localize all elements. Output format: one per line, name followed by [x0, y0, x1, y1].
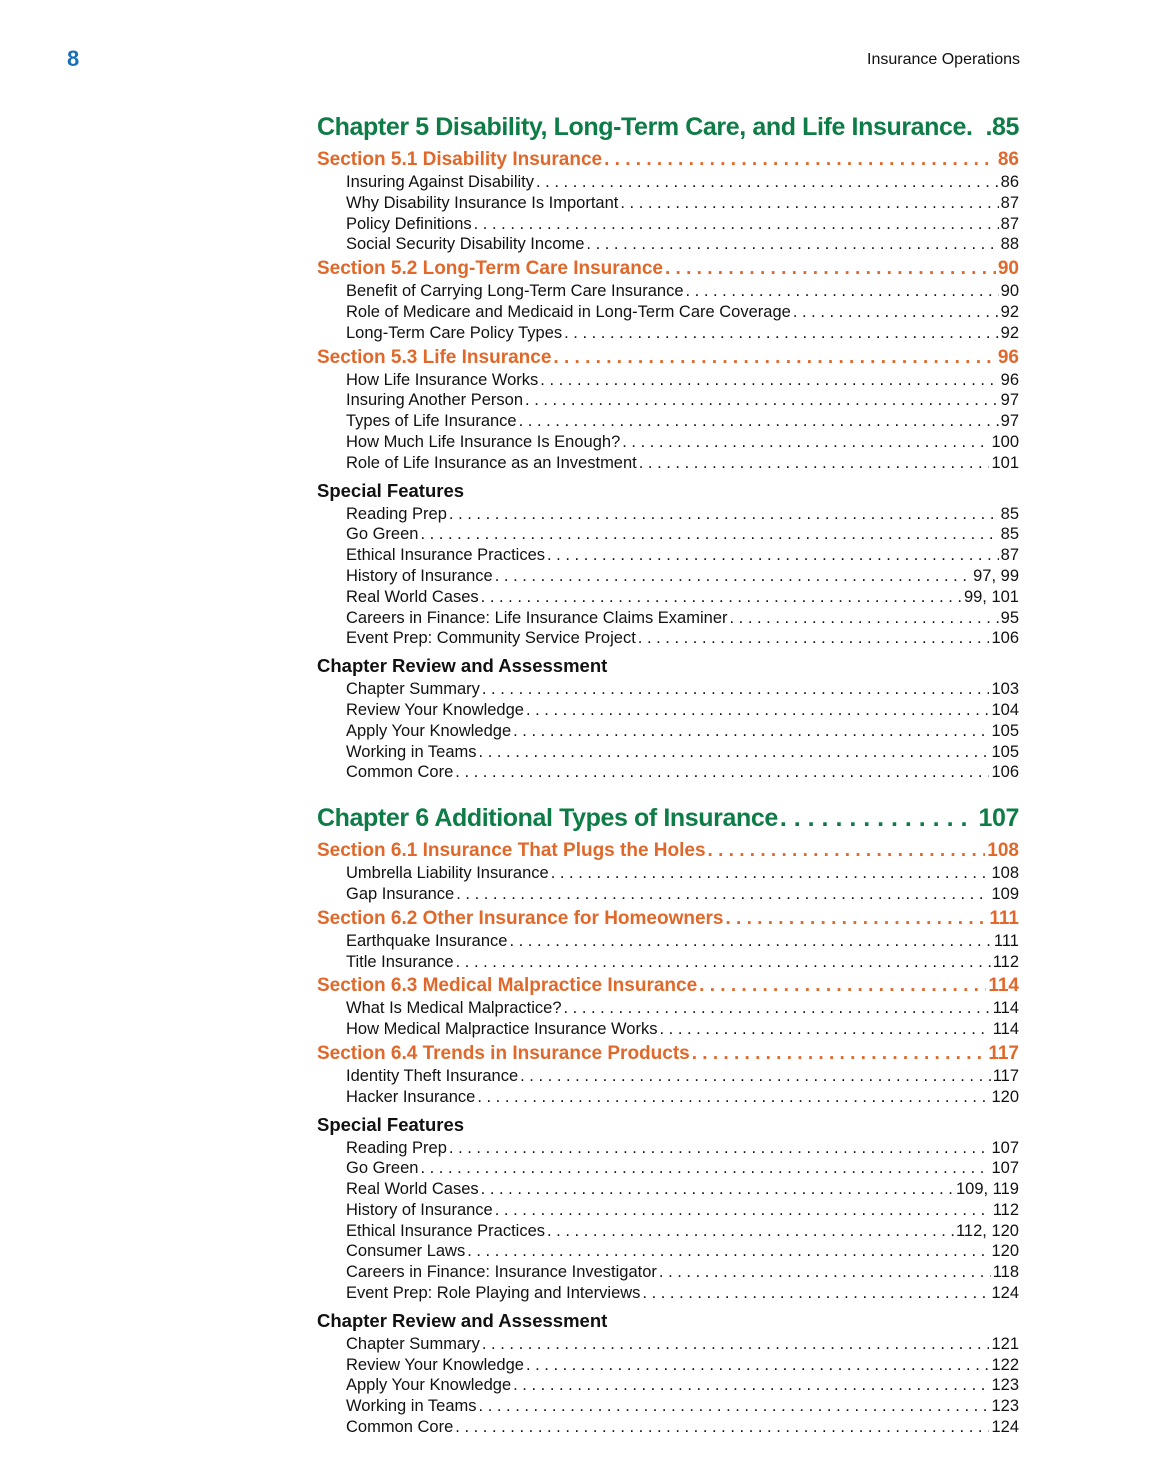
toc-item[interactable]: [317, 863, 1019, 884]
dot-leader: [547, 1221, 954, 1242]
item-page: 123: [991, 1397, 1019, 1416]
item-page: 120: [991, 1242, 1019, 1261]
item-label: Ethical Insurance Practices: [346, 1221, 546, 1240]
item-label: Event Prep: Community Service Project: [346, 629, 636, 648]
toc-item[interactable]: [317, 432, 1019, 453]
item-page: 87: [1000, 214, 1019, 233]
dot-leader: [467, 1241, 989, 1262]
table-of-contents: [317, 108, 1019, 1438]
toc-item[interactable]: [317, 700, 1019, 721]
item-page: 105: [991, 742, 1019, 761]
toc-item[interactable]: [317, 1221, 1019, 1242]
toc-item[interactable]: [317, 952, 1019, 973]
dot-leader: [449, 504, 999, 525]
dot-leader: [536, 172, 999, 193]
dot-leader: [526, 700, 990, 721]
toc-item[interactable]: [317, 721, 1019, 742]
item-page: 105: [991, 721, 1019, 740]
item-label: Why Disability Insurance Is Important: [346, 193, 619, 212]
item-label: Careers in Finance: Life Insurance Claims Examiner: [346, 608, 728, 627]
toc-item[interactable]: [317, 1283, 1019, 1304]
item-label: Go Green: [346, 525, 419, 544]
item-page: 121: [991, 1334, 1019, 1353]
dot-leader: [780, 799, 977, 837]
item-page: 112: [992, 952, 1019, 971]
item-page: 122: [991, 1355, 1019, 1374]
item-label: How Much Life Insurance Is Enough?: [346, 432, 621, 451]
dot-leader: [455, 1417, 989, 1438]
item-label: Working in Teams: [346, 1397, 477, 1416]
dot-leader: [708, 839, 986, 863]
item-page: 101: [991, 453, 1019, 472]
dot-leader: [659, 1019, 990, 1040]
toc-item[interactable]: [317, 762, 1019, 783]
item-label: Common Core: [346, 1418, 454, 1437]
dot-leader: [481, 587, 962, 608]
toc-item[interactable]: [317, 1241, 1019, 1262]
item-label: Real World Cases: [346, 587, 479, 606]
dot-leader: [699, 974, 986, 998]
toc-item[interactable]: [317, 587, 1019, 608]
section-page: 114: [988, 975, 1019, 997]
item-page: 118: [992, 1263, 1019, 1282]
toc-item[interactable]: [317, 1019, 1019, 1040]
toc-item[interactable]: [317, 323, 1019, 344]
dot-leader: [692, 1042, 987, 1066]
chapter-title: Chapter 6 Additional Types of Insurance: [317, 804, 778, 833]
section-title: Section 6.3 Medical Malpractice Insurance: [317, 975, 698, 997]
item-label: Careers in Finance: Insurance Investigator: [346, 1263, 657, 1282]
toc-item[interactable]: [317, 504, 1019, 525]
item-page: 87: [1000, 546, 1019, 565]
dot-leader: [547, 545, 999, 566]
toc-item[interactable]: [317, 1262, 1019, 1283]
dot-leader: [526, 1355, 990, 1376]
item-label: Gap Insurance: [346, 884, 455, 903]
section-5-2-entry[interactable]: [317, 257, 1019, 281]
section-5-3-entry[interactable]: [317, 346, 1019, 370]
item-page: 112, 120: [955, 1221, 1019, 1240]
item-label: Real World Cases: [346, 1180, 479, 1199]
toc-item[interactable]: [317, 1200, 1019, 1221]
toc-item[interactable]: [317, 1375, 1019, 1396]
item-page: 124: [991, 1418, 1019, 1437]
item-label: Insuring Against Disability: [346, 173, 535, 191]
toc-item[interactable]: [317, 545, 1019, 566]
toc-item[interactable]: [317, 1179, 1019, 1200]
item-page: 103: [991, 680, 1019, 699]
item-label: Umbrella Liability Insurance: [346, 864, 549, 883]
section-page: 86: [997, 149, 1019, 170]
dot-leader: [513, 721, 989, 742]
chapter-review-heading: Chapter Review and Assessment: [317, 655, 608, 677]
item-page: 109, 119: [955, 1180, 1019, 1199]
toc-item[interactable]: [317, 370, 1019, 391]
item-page: 96: [1000, 370, 1019, 389]
dot-leader: [586, 234, 998, 255]
toc-item[interactable]: [317, 1066, 1019, 1087]
dot-leader: [793, 302, 999, 323]
item-label: Reading Prep: [346, 1138, 447, 1157]
special-features-heading: Special Features: [317, 479, 465, 501]
chapter-review-heading: Chapter Review and Assessment: [317, 1309, 608, 1331]
section-title: Section 5.1 Disability Insurance: [317, 149, 603, 170]
dot-leader: [604, 148, 996, 172]
item-page: 106: [991, 763, 1019, 782]
dot-leader: [564, 323, 999, 344]
item-label: Social Security Disability Income: [346, 235, 585, 254]
chapter-6-entry[interactable]: [317, 799, 1019, 837]
toc-item[interactable]: [317, 884, 1019, 905]
item-label: Chapter Summary: [346, 680, 480, 699]
item-label: Long-Term Care Policy Types: [346, 323, 563, 342]
item-label: Working in Teams: [346, 742, 477, 761]
toc-item[interactable]: [317, 608, 1019, 629]
toc-item[interactable]: [317, 172, 1019, 193]
toc-item[interactable]: [317, 998, 1019, 1019]
item-label: Hacker Insurance: [346, 1087, 476, 1106]
item-page: 124: [991, 1284, 1019, 1303]
toc-item[interactable]: [317, 1396, 1019, 1417]
dot-leader: [479, 742, 990, 763]
dot-leader: [495, 1200, 991, 1221]
item-page: 106: [991, 629, 1019, 648]
section-5-1-entry[interactable]: [317, 148, 1019, 172]
dot-leader: [620, 193, 998, 214]
dot-leader: [456, 952, 991, 973]
page-number: 8: [67, 46, 80, 71]
item-page: 88: [1000, 235, 1019, 254]
dot-leader: [659, 1262, 991, 1283]
item-page: 92: [1000, 302, 1019, 321]
item-label: Go Green: [346, 1159, 419, 1178]
item-page: 104: [991, 700, 1019, 719]
item-label: Event Prep: Role Playing and Interviews: [346, 1284, 641, 1303]
toc-item[interactable]: [317, 566, 1019, 587]
dot-leader: [449, 1138, 990, 1159]
chapter-page: .85: [985, 113, 1019, 141]
section-page: 108: [987, 840, 1019, 862]
item-label: Role of Medicare and Medicaid in Long-Term Care Coverage: [346, 302, 791, 321]
toc-item[interactable]: [317, 1334, 1019, 1355]
toc-item[interactable]: [317, 1417, 1019, 1438]
section-6-1-entry[interactable]: [317, 839, 1019, 863]
section-6-4-entry[interactable]: [317, 1042, 1019, 1066]
section-title: Section 5.3 Life Insurance: [317, 346, 552, 368]
item-label: Earthquake Insurance: [346, 931, 508, 950]
item-page: 100: [991, 432, 1019, 451]
item-page: 123: [991, 1376, 1019, 1395]
item-label: How Medical Malpractice Insurance Works: [346, 1020, 658, 1039]
dot-leader: [479, 1396, 990, 1417]
toc-item[interactable]: [317, 742, 1019, 763]
item-label: History of Insurance: [346, 1200, 493, 1219]
section-title: Section 6.2 Other Insurance for Homeowners: [317, 907, 724, 929]
toc-item[interactable]: [317, 302, 1019, 323]
toc-item[interactable]: [317, 390, 1019, 411]
item-label: Review Your Knowledge: [346, 700, 524, 719]
item-page: 107: [991, 1138, 1019, 1157]
item-label: History of Insurance: [346, 566, 493, 585]
section-page: 96: [997, 346, 1019, 368]
item-page: 108: [991, 864, 1019, 883]
section-page: 117: [988, 1042, 1019, 1064]
section-6-2-entry[interactable]: [317, 907, 1019, 931]
toc-item[interactable]: [317, 524, 1019, 545]
item-label: Policy Definitions: [346, 214, 472, 233]
dot-leader: [477, 1087, 989, 1108]
toc-item[interactable]: [317, 453, 1019, 474]
item-page: 107: [991, 1159, 1019, 1178]
item-page: 92: [1000, 323, 1019, 342]
item-page: 114: [992, 999, 1019, 1018]
dot-leader: [564, 998, 991, 1019]
dot-leader: [482, 1334, 990, 1355]
dot-leader: [420, 1158, 989, 1179]
section-title: Section 6.4 Trends in Insurance Products: [317, 1042, 690, 1064]
dot-leader: [520, 1066, 991, 1087]
chapter-5-entry[interactable]: [317, 108, 1019, 146]
toc-item[interactable]: [317, 931, 1019, 952]
dot-leader: [509, 931, 991, 952]
toc-item[interactable]: [317, 234, 1019, 255]
section-title: Section 6.1 Insurance That Plugs the Holes: [317, 840, 706, 862]
dot-leader: [551, 863, 990, 884]
item-page: 117: [992, 1066, 1019, 1085]
dot-leader: [665, 257, 996, 281]
item-label: Ethical Insurance Practices: [346, 546, 546, 565]
dot-leader: [638, 628, 990, 649]
dot-leader: [495, 566, 971, 587]
dot-leader: [420, 524, 998, 545]
dot-leader: [482, 679, 990, 700]
special-features-heading: Special Features: [317, 1113, 465, 1135]
item-page: 97, 99: [973, 566, 1019, 585]
dot-leader: [622, 432, 989, 453]
item-label: Benefit of Carrying Long-Term Care Insurance: [346, 282, 684, 301]
dot-leader: [519, 411, 999, 432]
item-label: Apply Your Knowledge: [346, 721, 512, 740]
section-6-3-entry[interactable]: [317, 974, 1019, 998]
item-label: Types of Life Insurance: [346, 412, 517, 431]
toc-item[interactable]: [317, 411, 1019, 432]
toc-item[interactable]: [317, 281, 1019, 302]
section-page: 90: [997, 258, 1019, 280]
item-page: 86: [1000, 173, 1019, 191]
item-page: 99, 101: [963, 587, 1019, 606]
item-page: 87: [1000, 193, 1019, 212]
item-label: Apply Your Knowledge: [346, 1376, 512, 1395]
dot-leader: [540, 370, 998, 391]
item-label: Consumer Laws: [346, 1242, 466, 1261]
toc-item[interactable]: [317, 193, 1019, 214]
item-label: Reading Prep: [346, 504, 447, 523]
dot-leader: [513, 1375, 989, 1396]
item-page: 111: [993, 931, 1019, 950]
chapter-page: 107: [978, 804, 1019, 833]
item-page: 112: [992, 1200, 1019, 1219]
item-label: Identity Theft Insurance: [346, 1066, 519, 1085]
chapter-title: Chapter 5 Disability, Long-Term Care, and Life Insurance.: [317, 113, 973, 141]
dot-leader: [726, 907, 988, 931]
dot-leader: [642, 1283, 989, 1304]
toc-item[interactable]: [317, 1355, 1019, 1376]
dot-leader: [474, 214, 999, 235]
item-label: Insuring Another Person: [346, 391, 524, 410]
dot-leader: [455, 762, 989, 783]
dot-leader: [456, 884, 989, 905]
item-label: What Is Medical Malpractice?: [346, 999, 562, 1018]
toc-item[interactable]: [317, 1158, 1019, 1179]
item-page: 97: [1000, 412, 1019, 431]
section-title: Section 5.2 Long-Term Care Insurance: [317, 258, 663, 280]
running-head: Insurance Operations: [867, 51, 1020, 68]
item-page: 97: [1000, 391, 1019, 410]
item-label: Chapter Summary: [346, 1334, 480, 1353]
item-page: 95: [1000, 608, 1019, 627]
dot-leader: [525, 390, 999, 411]
dot-leader: [553, 346, 995, 370]
dot-leader: [730, 608, 999, 629]
dot-leader: [686, 281, 999, 302]
item-page: 85: [1000, 525, 1019, 544]
item-page: 90: [1000, 282, 1019, 301]
item-label: Title Insurance: [346, 952, 454, 971]
item-page: 120: [991, 1087, 1019, 1106]
dot-leader: [481, 1179, 954, 1200]
toc-item[interactable]: [317, 628, 1019, 649]
toc-item[interactable]: [317, 1138, 1019, 1159]
item-label: Common Core: [346, 763, 454, 782]
item-page: 85: [1000, 504, 1019, 523]
section-page: 111: [989, 907, 1019, 929]
item-label: How Life Insurance Works: [346, 370, 539, 389]
toc-item[interactable]: [317, 679, 1019, 700]
item-page: 109: [991, 884, 1019, 903]
toc-item[interactable]: [317, 214, 1019, 235]
toc-item[interactable]: [317, 1087, 1019, 1108]
item-label: Role of Life Insurance as an Investment: [346, 453, 637, 472]
dot-leader: [639, 453, 990, 474]
item-page: 114: [992, 1020, 1019, 1039]
item-label: Review Your Knowledge: [346, 1355, 524, 1374]
